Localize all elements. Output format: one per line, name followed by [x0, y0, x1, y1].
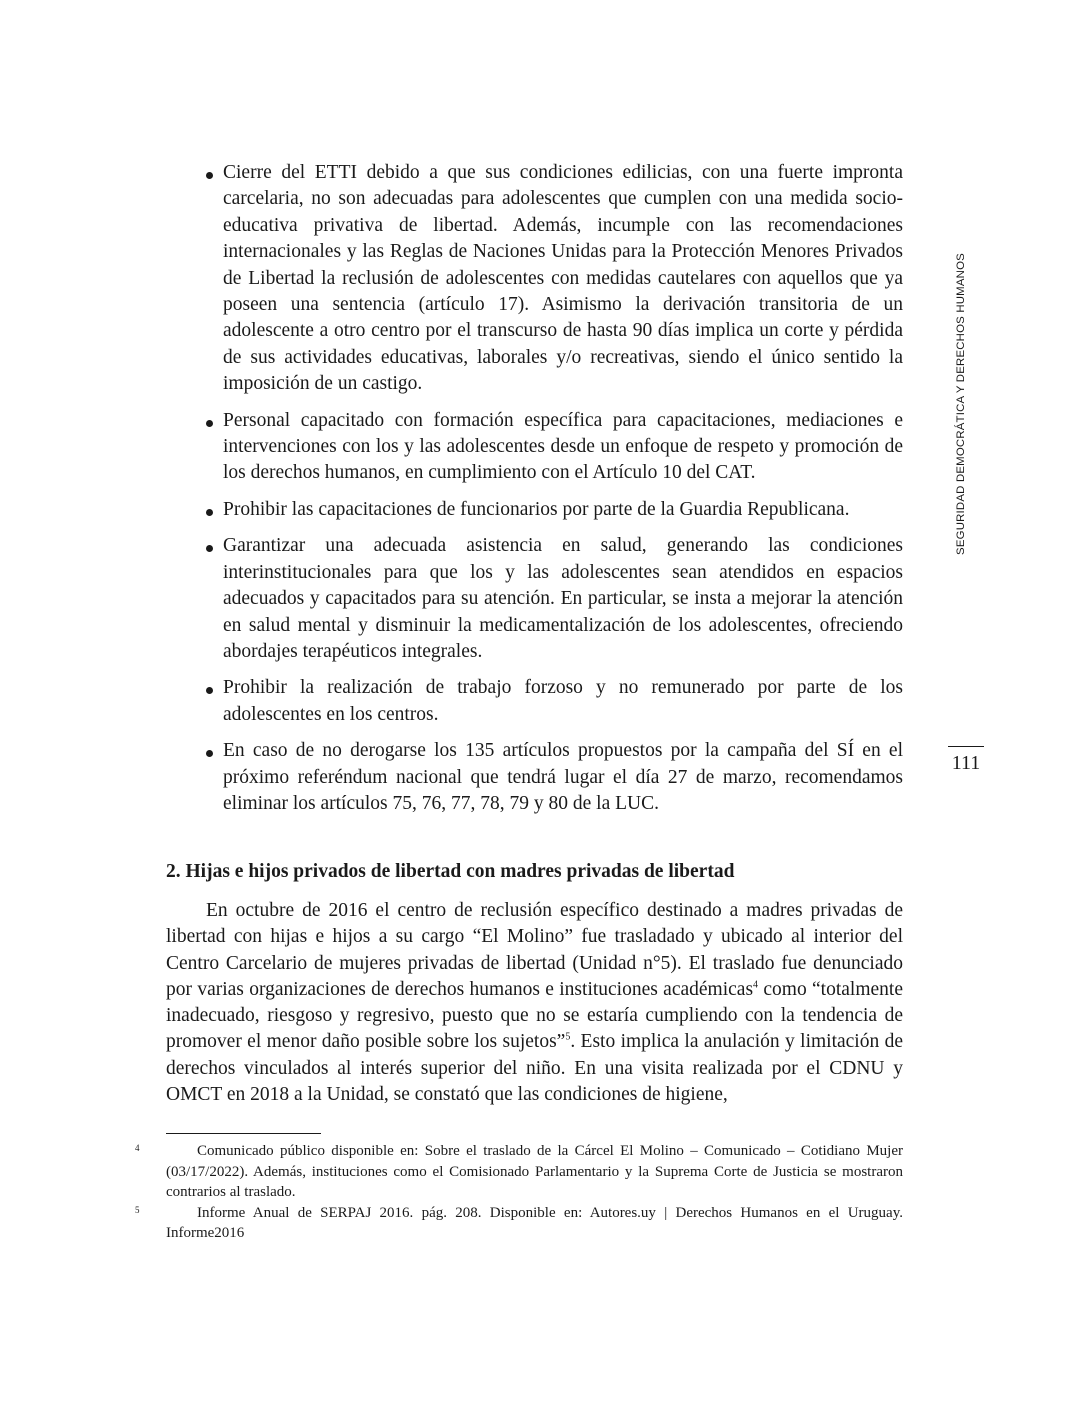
- paragraph-text: como “totalmente inadecuado, riesgoso y regresivo, puesto que no se estaría cumpliendo con la tendencia de promover el menor daño posible sobre los sujetos”: [166, 978, 903, 1053]
- list-item: [203, 160, 903, 398]
- footnote-divider: [166, 1133, 321, 1134]
- footnote-ref[interactable]: 5: [565, 1031, 571, 1043]
- bullet-icon: [206, 545, 213, 552]
- page-number-divider: [948, 746, 984, 747]
- running-side-title: [952, 244, 970, 564]
- list-item-text: Prohibir las capacitaciones de funcionarios por parte de la Guardia Republicana.: [223, 498, 850, 520]
- footnote-text: Comunicado público disponible en: Sobre el traslado de la Cárcel El Molino – Comunicado – Cotidiano Mujer (03/17/2022). Además, instituciones como el Comisionado Parlamentario y la Suprema Corte de Justicia se mostraron contrarios al traslado.: [166, 1143, 903, 1200]
- bullet-icon: [206, 172, 213, 179]
- paragraph-text: En octubre de 2016 el centro de reclusión específico destinado a madres privadas de libertad con hijas e hijos a su cargo “El Molino” fue trasladado y ubicado al interior del Centro Carcelario de mujeres privadas de libertad (Unidad n°5). El traslado fue denunciado por varias organizaciones de derechos humanos e instituciones académicas: [166, 900, 903, 1000]
- list-item-text: Prohibir la realización de trabajo forzoso y no remunerado por parte de los adolescentes en los centros.: [223, 677, 903, 725]
- side-title-text: SEGURIDAD DEMOCRÁTICA Y DERECHOS HUMANOS: [955, 253, 967, 555]
- footnote-number: 4: [135, 1143, 140, 1153]
- footnote: [135, 1203, 903, 1244]
- list-item: [203, 533, 903, 665]
- list-item: [203, 738, 903, 817]
- list-item-text: Garantizar una adecuada asistencia en salud, generando las condiciones interinstitucionales para que los y las adolescentes sean atendidos en espacios adecuados y capacitados para su atención. En particular, se insta a mejorar la atención en salud mental y disminuir la medicamentalización de los adolescentes, ofreciendo abordajes terapéuticos integrales.: [223, 535, 903, 662]
- footnote-number: 5: [135, 1204, 140, 1215]
- page-number: 111: [951, 752, 981, 774]
- bullet-icon: [206, 687, 213, 694]
- list-item: [203, 497, 903, 523]
- section-heading: 2. Hijas e hijos privados de libertad con madres privadas de libertad: [166, 861, 735, 882]
- list-item-text: En caso de no derogarse los 135 artículos propuestos por la campaña del SÍ en el próximo referéndum nacional que tendrá lugar el día 27 de marzo, recomendamos eliminar los artículos 75, 76, 77, 78, 79 y 80 de la LUC.: [223, 740, 903, 814]
- footnote-text: Informe Anual de SERPAJ 2016. pág. 208. Disponible en: Autores.uy | Derechos Humanos en el Uruguay. Informe2016: [166, 1204, 903, 1241]
- bullet-icon: [206, 750, 213, 757]
- list-item: [203, 675, 903, 728]
- section-paragraph: [166, 898, 903, 1108]
- recommendations-list: [203, 160, 903, 827]
- list-item-text: Personal capacitado con formación específica para capacitaciones, mediaciones e intervenciones con los y las adolescentes desde un enfoque de respeto y promoción de los derechos humanos, en cumplimiento con el Artículo 10 del CAT.: [223, 409, 903, 484]
- bullet-icon: [206, 509, 213, 516]
- list-item-text: Cierre del ETTI debido a que sus condiciones edilicias, con una fuerte impronta carcelaria, no son adecuadas para adolescentes que cumplen con una medida socio-educativa privativa de libertad. Además, incumple con las recomendaciones internacionales y las Reglas de Naciones Unidas para la Protección Menores Privados de Libertad la reclusión de adolescentes con medidas cautelares con aquellos que ya poseen una sentencia (artículo 17). Asimismo la derivación transitoria de un adolescente a otro centro por el transcurso de hasta 90 días implica un corte y pérdida de sus actividades educativas, laborales y/o recreativas, siendo el único sentido la imposición de un castigo.: [223, 162, 903, 395]
- footnote: [135, 1141, 903, 1203]
- paragraph-text: . Esto implica la anulación y limitación de derechos vinculados al interés superior del niño. En una visita realizada por el CDNU y OMCT en 2018 a la Unidad, se constató que las condiciones de higiene,: [166, 1031, 903, 1106]
- list-item: [203, 408, 903, 487]
- footnotes: [135, 1141, 903, 1244]
- footnote-ref[interactable]: 4: [753, 979, 759, 991]
- bullet-icon: [206, 420, 213, 427]
